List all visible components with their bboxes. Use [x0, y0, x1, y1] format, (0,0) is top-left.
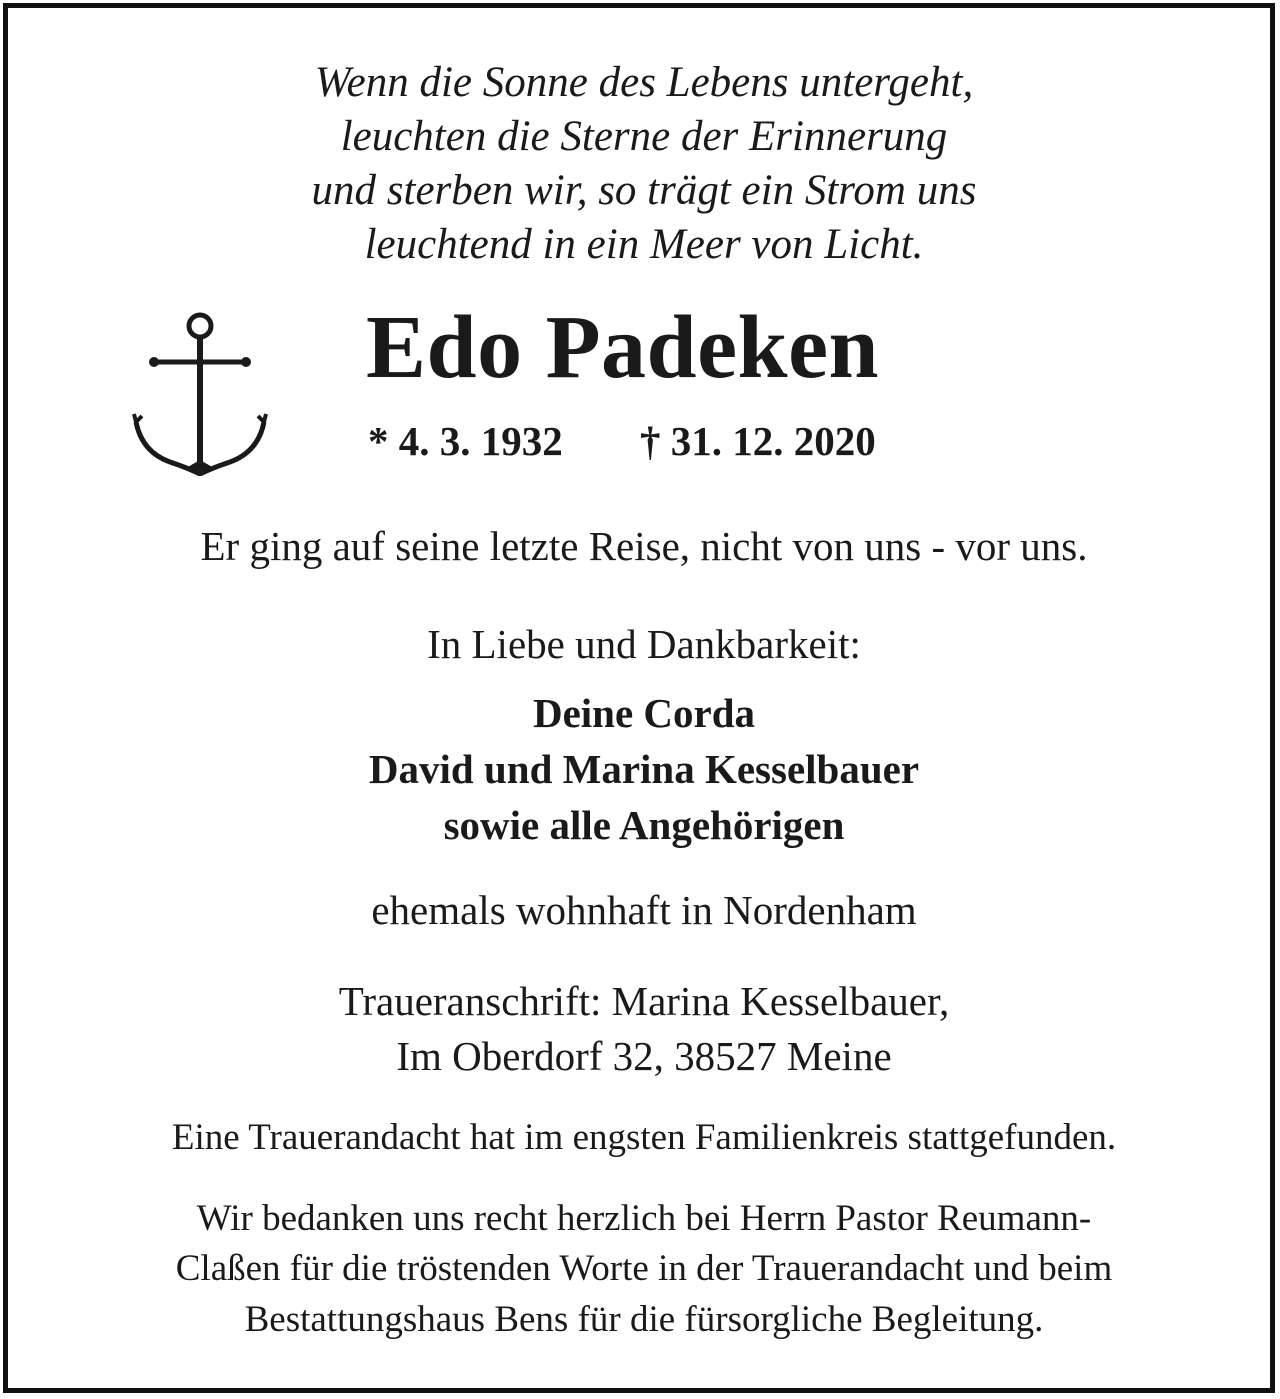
poem-line: und sterben wir, so trägt ein Strom uns [311, 167, 977, 214]
poem-line: Wenn die Sonne des Lebens untergeht, [314, 59, 974, 106]
address-line: Traueranschrift: Marina Kesselbauer, [338, 978, 950, 1024]
mourner-line: sowie alle Angehörigen [443, 802, 845, 848]
thanks-line: Claßen für die tröstenden Worte in der Trauerandacht und beim [175, 1248, 1113, 1289]
deceased-name: Edo Padeken [366, 298, 880, 397]
mourner-line: David und Marina Kesselbauer [368, 746, 920, 792]
anchor-icon [130, 310, 270, 476]
farewell-text: Er ging auf seine letzte Reise, nicht von uns - vor uns. [200, 523, 1088, 569]
ceremony-notice: Eine Trauerandacht hat im engsten Familienkreis stattgefunden. [171, 1117, 1117, 1158]
death-date: † 31. 12. 2020 [640, 418, 876, 464]
poem-line: leuchten die Sterne der Erinnerung [340, 113, 948, 160]
birth-date: * 4. 3. 1932 [368, 418, 563, 464]
address-line: Im Oberdorf 32, 38527 Meine [396, 1033, 892, 1079]
thanks-line: Bestattungshaus Bens für die fürsorgliche Begleitung. [244, 1299, 1044, 1340]
thanks-line: Wir bedanken uns recht herzlich bei Herrn Pastor Reumann- [196, 1198, 1092, 1239]
mourner-line: Deine Corda [532, 690, 756, 736]
poem-line: leuchtend in ein Meer von Licht. [364, 221, 924, 268]
obituary-frame [3, 3, 1275, 1393]
gratitude-text: In Liebe und Dankbarkeit: [427, 621, 861, 667]
residence-text: ehemals wohnhaft in Nordenham [371, 887, 917, 933]
